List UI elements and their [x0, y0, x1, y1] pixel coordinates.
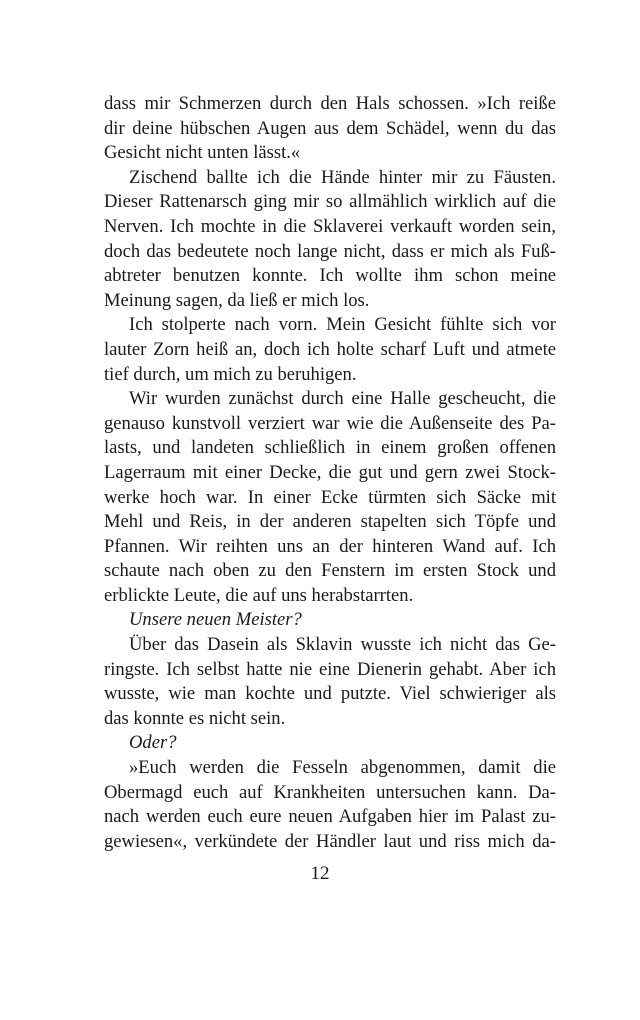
text-line: Über das Dasein als Sklavin wusste ich nicht das Ge- [129, 634, 556, 656]
text-line: Unsere neuen Meister? [129, 609, 302, 631]
text-line: genauso kunstvoll verziert war wie die Außenseite des Pa- [104, 412, 556, 434]
text-line: Obermagd euch auf Krankheiten untersuchen kann. Da- [104, 781, 556, 803]
text-line: schaute nach oben zu den Fenstern im ersten Stock und [104, 560, 556, 582]
text-line: Ich stolperte nach vorn. Mein Gesicht fühlte sich vor [129, 314, 556, 336]
text-line: Dieser Rattenarsch ging mir so allmählich wirklich auf die [104, 191, 556, 213]
text-line: lauter Zorn heiß an, doch ich holte scharf Luft und atmete [104, 338, 556, 360]
text-line: gewiesen«, verkündete der Händler laut und riss mich da- [104, 830, 556, 852]
text-line: Pfannen. Wir reihten uns an der hinteren Wand auf. Ich [104, 535, 556, 557]
text-line: Wir wurden zunächst durch eine Halle gescheucht, die [129, 388, 556, 410]
text-line: tief durch, um mich zu beruhigen. [104, 363, 357, 385]
text-line: nach werden euch eure neuen Aufgaben hier im Palast zu- [104, 806, 556, 828]
text-line: werke hoch war. In einer Ecke türmten sich Säcke mit [104, 486, 556, 508]
text-line: dass mir Schmerzen durch den Hals schossen. »Ich reiße [104, 93, 556, 114]
text-line: erblickte Leute, die auf uns herabstarrten. [104, 584, 414, 606]
text-line: abtreter benutzen konnte. Ich wollte ihm schon meine [104, 265, 556, 287]
text-line: Lagerraum mit einer Decke, die gut und gern zwei Stock- [104, 461, 556, 483]
text-line: das konnte es nicht sein. [104, 707, 286, 729]
book-page-body [104, 92, 556, 854]
text-line: Oder? [129, 732, 177, 754]
text-line: ringste. Ich selbst hatte nie eine Dienerin gehabt. Aber ich [104, 658, 556, 680]
text-line: Nerven. Ich mochte in die Sklaverei verkauft worden sein, [104, 215, 556, 237]
text-line: doch das bedeutete noch lange nicht, dass er mich als Fuß- [104, 240, 556, 262]
text-line: Zischend ballte ich die Hände hinter mir zu Fäusten. [129, 166, 556, 188]
text-line: lasts, und landeten schließlich in einem großen offenen [104, 437, 556, 459]
page-number: 12 [310, 863, 330, 884]
text-line: dir deine hübschen Augen aus dem Schädel, wenn du das [104, 117, 556, 139]
text-line: Gesicht nicht unten lässt.« [104, 142, 301, 164]
text-line: wusste, wie man kochte und putzte. Viel schwieriger als [104, 683, 556, 705]
text-line: »Euch werden die Fesseln abgenommen, damit die [129, 757, 556, 779]
text-line: Meinung sagen, da ließ er mich los. [104, 289, 370, 311]
text-line: Mehl und Reis, in der anderen stapelten sich Töpfe und [104, 511, 556, 533]
